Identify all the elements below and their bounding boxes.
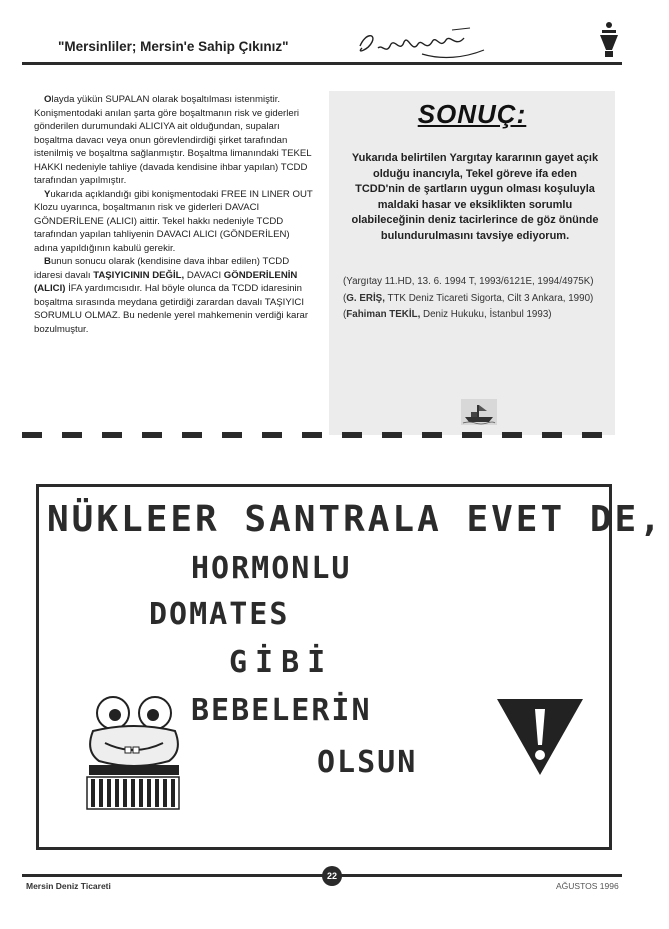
poster-line-5: BEBELERİN — [191, 693, 372, 728]
cartoon-frog-icon — [79, 691, 189, 811]
reference-1: (Yargıtay 11.HD, 13. 6. 1994 T, 1993/6121E, 1994/4975K) — [343, 276, 594, 287]
page-header-title: "Mersinliler; Mersin'e Sahip Çıkınız" — [58, 39, 289, 54]
article-left-column — [34, 93, 316, 336]
conclusion-box — [329, 91, 615, 435]
dashed-divider — [22, 430, 622, 440]
warning-triangle-icon — [495, 697, 585, 777]
page-number-badge: 22 — [322, 866, 342, 886]
references — [343, 275, 609, 325]
paragraph-1: Olayda yükün SUPALAN olarak boşaltılması istenmiştir. Konişmentodaki anılan şarta göre boşaltmanın risk ve giderleri gönderilen durumundaki ALICIYA ait olduğundan, supaları boşaltma davacı veya onun görevlendirdiği şirket tarafından istenilmiş ve boşaltma sağlanmıştır. Boşaltma limanındaki TEKEL HAKKI nedeniyle tahliye (davada kendisine ihbar yapılan) TCDD tarafından yapılmıştır. — [34, 94, 312, 186]
torch-emblem-icon — [596, 20, 622, 58]
reference-3: (Fahiman TEKİL, Deniz Hukuku, İstanbul 1993) — [343, 309, 552, 320]
signature-image — [352, 24, 492, 64]
conclusion-title: SONUÇ: — [417, 99, 527, 129]
poster-box — [36, 484, 664, 850]
poster-line-2: HORMONLU — [191, 551, 352, 586]
footer-publication: Mersin Deniz Ticareti — [26, 881, 111, 891]
ship-icon — [461, 399, 497, 425]
footer-date: AĞUSTOS 1996 — [556, 881, 619, 891]
reference-2: (G. ERİŞ, TTK Deniz Ticareti Sigorta, Cilt 3 Ankara, 1990) — [343, 292, 594, 304]
conclusion-text: Yukarıda belirtilen Yargıtay kararının gayet açık olduğu inancıyla, Tekel göreve ifa eden TCDD'nin de şartların uygun olması koşuluyla maldaki hasar ve eksiklikten sorumlu olabileceğinin deniz tacirlerince de göz önünde bulundurulmasını tavsiye ediyorum. — [351, 152, 599, 242]
poster-line-3: DOMATES — [149, 597, 290, 632]
poster-line-6: OLSUN — [317, 745, 418, 780]
paragraph-2: Yukarıda açıklandığı gibi konişmentodaki FREE IN LINER OUT Klozu uyarınca, boşaltmanın risk ve giderleri DAVACI GÖNDERİLENE (ALICI) aittir. Tekel hakkı nedeniyle TCDD tarafından yapılan tahliyenin DAVACI ALICI (GÖNDERİLEN) adına yapıldığının kabulü gerekir. — [34, 188, 313, 254]
header-rule — [22, 62, 622, 65]
paragraph-3: Bunun sonucu olarak (kendisine dava ihbar edilen) TCDD idaresi davalı TAŞIYICININ DEĞİL, DAVACI GÖNDERİLENİN (ALICI) İFA yardımcısıdır. Hal böyle olunca da TCDD idaresinin boşaltma sırasında meydana getirdiği zarardan davalı TAŞIYICI SORUMLU OLMAZ. Bu nedenle yerel mahkemenin verdiği karar bozulmuştur. — [34, 256, 309, 335]
poster-line-1: NÜKLEER SANTRALA EVET DE, — [47, 499, 664, 540]
poster-line-4: GİBİ — [229, 645, 334, 680]
